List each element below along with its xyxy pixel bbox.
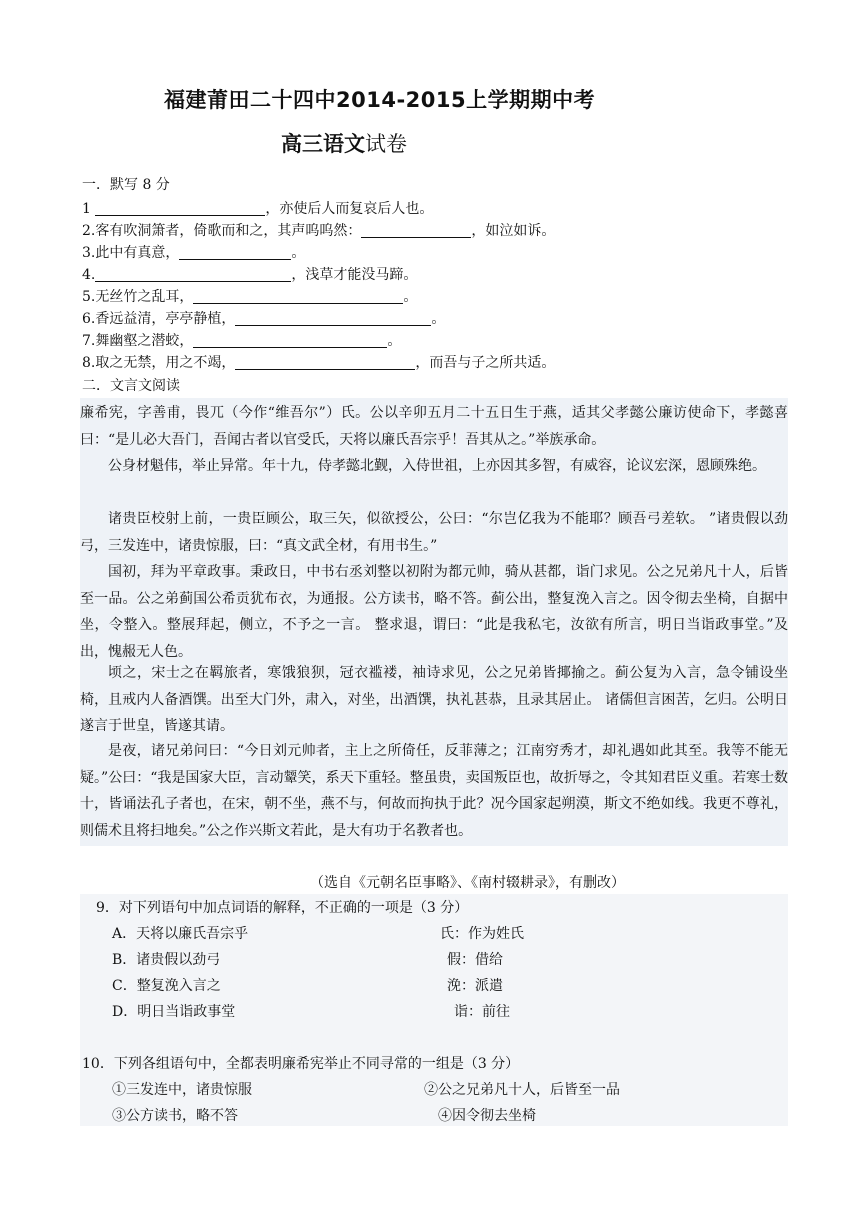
dictation-item: 3.此中有真意， 。 <box>82 245 306 261</box>
passage-paragraph: 廉希宪，字善甫，畏兀（今作“维吾尔”）氏。公以辛卯五月二十五日生于燕，适其父孝懿公廉访使命下，孝懿喜曰：“是儿必大吾门，吾闻古者以官受氏，天将以廉氏吾宗乎！吾其从之。”举族承命。 <box>80 405 788 448</box>
answer-blank[interactable] <box>193 287 403 304</box>
question-10-item-3: ③公方读书，略不答 <box>112 1108 238 1124</box>
dictation-item: 2.客有吹洞箫者，倚歌而和之，其声呜呜然： ，如泣如诉。 <box>82 223 556 239</box>
question-9-option-c: C．整复浼入言之 <box>112 978 221 994</box>
answer-blank[interactable] <box>235 309 431 326</box>
answer-blank[interactable] <box>235 353 415 370</box>
question-10-stem: 10．下列各组语句中，全都表明廉希宪举止不同寻常的一组是（3 分） <box>82 1056 520 1072</box>
question-9-option-a: A．天将以廉氏吾宗乎 <box>112 926 249 942</box>
answer-blank[interactable] <box>95 199 265 216</box>
question-10-item-1: ①三发连中，诸贵惊服 <box>112 1082 252 1098</box>
exam-subtitle <box>281 128 407 158</box>
question-9-stem: 9．对下列语句中加点词语的解释，不正确的一项是（3 分） <box>96 900 469 916</box>
dictation-item: 7.舞幽壑之潜蛟， 。 <box>82 333 402 349</box>
dictation-item: 5.无丝竹之乱耳， 。 <box>82 289 418 305</box>
passage-paragraph: 是夜，诸兄弟问曰：“今日刘元帅者，主上之所倚任，反菲薄之；江南穷秀才，却礼遇如此其至。我等不能无疑。”公曰：“我是国家大臣，言动颦笑，系天下重轻。整虽贵，卖国叛臣也，故折辱之，令其知君臣义重。若寒士数十，皆诵法孔子者也，在宋，朝不坐，燕不与，何故而拘执于此？况今国家起朔漠，斯文不绝如线。我更不尊礼，则儒术且将扫地矣。”公之作兴斯文若此，是大有功于名教者也。 <box>80 743 788 839</box>
dictation-item: 4. ，浅草才能没马蹄。 <box>82 267 418 283</box>
question-9-gloss-a: 氏：作为姓氏 <box>440 926 524 942</box>
question-9-gloss-d: 诣：前往 <box>454 1004 510 1020</box>
passage-paragraph: 公身材魁伟，举止异常。年十九，侍孝懿北觐，入侍世祖，上亦因其多智，有威容，论议宏深，恩顾殊绝。 <box>108 458 766 474</box>
passage-paragraph: 诸贵臣校射上前，一贵臣顾公，取三矢，似欲授公，公曰：“尔岂亿我为不能耶？顾吾弓差软。 ”诸贵假以劲弓，三发连中，诸贵惊服，曰：“真文武全材，有用书生。” <box>80 511 788 554</box>
passage-source: （选自《元朝名臣事略》、《南村辍耕录》，有删改） <box>310 875 625 891</box>
dictation-item: 8.取之无禁，用之不竭， ，而吾与子之所共适。 <box>82 355 556 371</box>
passage-paragraph: 顷之，宋士之在羁旅者，寒饿狼狈，冠衣褴褛，袖诗求见，公之兄弟皆揶揄之。蓟公复为入言，急令铺设坐椅，且戒内人备酒馔。出至大门外，肃入，对坐，出酒馔，执礼甚恭，且录其居止。 诸儒但言困苦，乞归。公明日遂言于世皇，皆遂其请。 <box>80 665 788 734</box>
answer-blank[interactable] <box>361 221 471 238</box>
question-9-option-b: B．诸贵假以劲弓 <box>112 952 221 968</box>
subtitle-rest: 试卷 <box>365 132 407 156</box>
question-10-item-4: ④因令彻去坐椅 <box>438 1108 536 1124</box>
question-9-gloss-c: 浼：派遣 <box>447 978 503 994</box>
question-9-option-d: D．明日当诣政事堂 <box>112 1004 236 1020</box>
section2-heading: 二．文言文阅读 <box>82 378 180 394</box>
dictation-item: 6.香远益清，亭亭静植， 。 <box>82 311 446 327</box>
answer-blank[interactable] <box>193 331 387 348</box>
answer-blank[interactable] <box>179 243 291 260</box>
answer-blank[interactable] <box>95 265 291 282</box>
section1-heading: 一．默写 8 分 <box>82 177 170 193</box>
question-9-gloss-b: 假：借给 <box>447 952 503 968</box>
exam-title: 福建莆田二十四中2014-2015上学期期中考 <box>164 88 596 112</box>
question-10-item-2: ②公之兄弟凡十人，后皆至一品 <box>424 1082 620 1098</box>
subtitle-bold: 高三语文 <box>281 132 365 156</box>
passage-paragraph: 国初，拜为平章政事。秉政日，中书右丞刘整以初附为都元帅，骑从甚都，诣门求见。公之兄弟凡十人，后皆至一品。公之弟蓟国公希贡犹布衣，为通报。公方读书，略不答。蓟公出，整复浼入言之。因令彻去坐椅，自据中坐，令整入。整展拜起，侧立，不予之一言。 整求退，谓曰：“此是我私宅，汝欲有所言，明日当诣政事堂。”及出，愧赧无人色。 <box>80 564 788 660</box>
dictation-item: 1 ，亦使后人而复哀后人也。 <box>82 201 434 217</box>
